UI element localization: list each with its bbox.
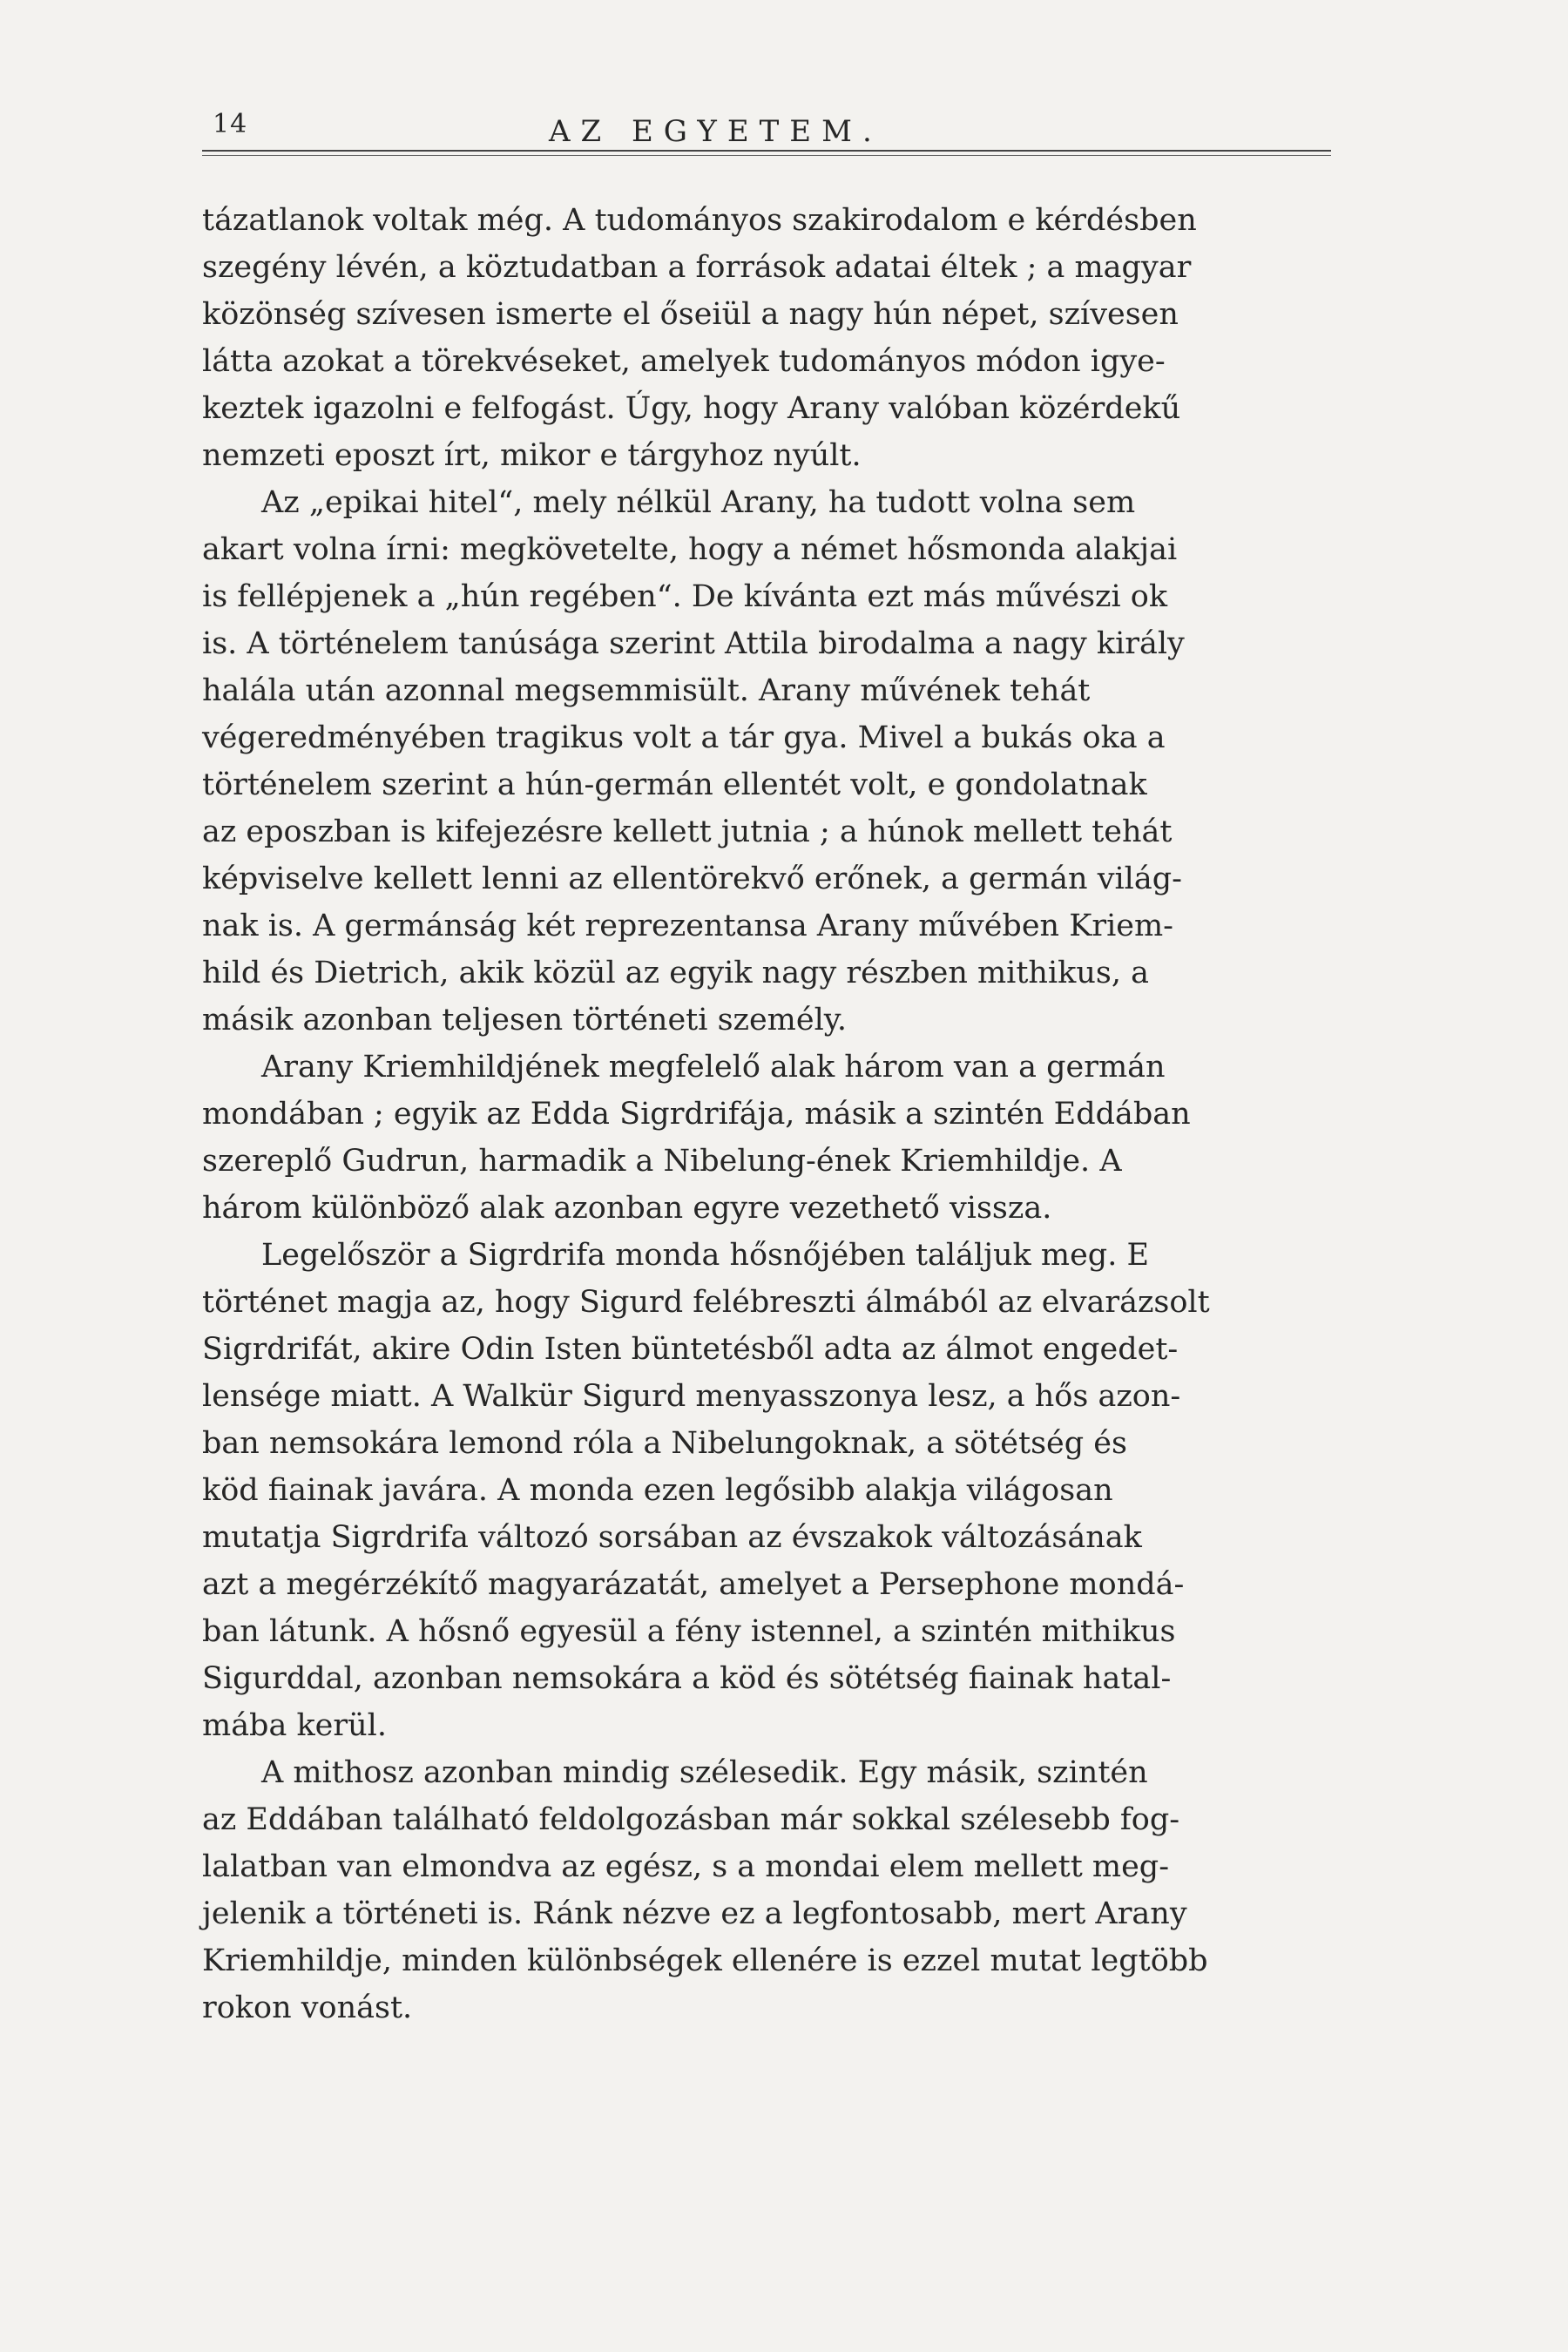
text-line: Arany Kriemhildjének megfelelő alak három van a germán [261, 1050, 1166, 1085]
text-line: lensége miatt. A Walkür Sigurd menyasszonya lesz, a hős azon- [202, 1379, 1181, 1414]
text-line: történelem szerint a hún-germán ellentét volt, e gondolatnak [202, 767, 1147, 802]
text-line: mondában ; egyik az Edda Sigrdrifája, másik a szintén Eddában [202, 1097, 1191, 1132]
page-number: 14 [213, 109, 248, 139]
text-line: végeredményében tragikus volt a tár gya. Mivel a bukás oka a [202, 720, 1166, 755]
running-head: AZ EGYETEM. [549, 114, 882, 149]
text-line: történet magja az, hogy Sigurd felébreszti álmából az elvarázsolt [202, 1285, 1210, 1320]
text-line: nak is. A germánság két reprezentansa Arany művében Kriem- [202, 909, 1173, 943]
text-line: keztek igazolni e felfogást. Úgy, hogy Arany valóban közérdekű [202, 391, 1181, 426]
text-line: lalatban van elmondva az egész, s a mondai elem mellett meg- [202, 1849, 1170, 1884]
text-line: is fellépjenek a „hún regében“. De kívánta ezt más művészi ok [202, 579, 1168, 614]
text-line: szereplő Gudrun, harmadik a Nibelung-ének Kriemhildje. A [202, 1144, 1122, 1179]
text-line: Sigrdrifát, akire Odin Isten büntetésből adta az álmot engedet- [202, 1332, 1179, 1367]
text-line: Az „epikai hitel“, mely nélkül Arany, ha tudott volna sem [261, 485, 1136, 520]
text-line: jelenik a történeti is. Ránk nézve ez a legfontosabb, mert Arany [202, 1896, 1187, 1931]
text-line: képviselve kellett lenni az ellentörekvő erőnek, a germán világ- [202, 862, 1182, 896]
text-line: halála után azonnal megsemmisült. Arany művének tehát [202, 673, 1091, 708]
text-line: közönség szívesen ismerte el őseiül a nagy hún népet, szívesen [202, 297, 1179, 332]
text-line: hild és Dietrich, akik közül az egyik nagy részben mithikus, a [202, 956, 1149, 990]
text-line: három különböző alak azonban egyre vezethető vissza. [202, 1191, 1052, 1226]
text-line: Kriemhildje, minden különbségek ellenére is ezzel mutat legtöbb [202, 1943, 1208, 1978]
text-line: az Eddában található feldolgozásban már sokkal szélesebb fog- [202, 1802, 1180, 1837]
text-line: rokon vonást. [202, 1990, 413, 2025]
text-line: nemzeti eposzt írt, mikor e tárgyhoz nyúlt. [202, 438, 862, 473]
text-line: akart volna írni: megkövetelte, hogy a német hősmonda alakjai [202, 532, 1178, 567]
text-line: ban nemsokára lemond róla a Nibelungoknak, a sötétség és [202, 1426, 1127, 1461]
text-line: látta azokat a törekvéseket, amelyek tudományos módon igye- [202, 344, 1166, 379]
body-text [202, 197, 1331, 2031]
text-line: mába kerül. [202, 1708, 387, 1743]
text-line: azt a megérzékítő magyarázatát, amelyet a Persephone mondá- [202, 1567, 1185, 1602]
text-line: tázatlanok voltak még. A tudományos szakirodalom e kérdésben [202, 203, 1197, 238]
header-rule-bottom [202, 155, 1331, 156]
text-line: az eposzban is kifejezésre kellett jutnia ; a húnok mellett tehát [202, 814, 1173, 849]
text-line: másik azonban teljesen történeti személy. [202, 1003, 848, 1037]
text-line: szegény lévén, a köztudatban a források adatai éltek ; a magyar [202, 250, 1192, 285]
page-header [202, 103, 1331, 149]
text-line: Sigurddal, azonban nemsokára a köd és sötétség fiainak hatal- [202, 1661, 1172, 1696]
text-line: Legelőször a Sigrdrifa monda hősnőjében találjuk meg. E [261, 1238, 1149, 1273]
header-rule-top [202, 150, 1331, 152]
text-line: mutatja Sigrdrifa változó sorsában az évszakok változásának [202, 1520, 1142, 1555]
text-line: ban látunk. A hősnő egyesül a fény istennel, a szintén mithikus [202, 1614, 1176, 1649]
text-line: köd fiainak javára. A monda ezen legősibb alakja világosan [202, 1473, 1113, 1508]
text-line: is. A történelem tanúsága szerint Attila birodalma a nagy király [202, 626, 1185, 661]
text-line: A mithosz azonban mindig szélesedik. Egy másik, szintén [261, 1755, 1148, 1790]
